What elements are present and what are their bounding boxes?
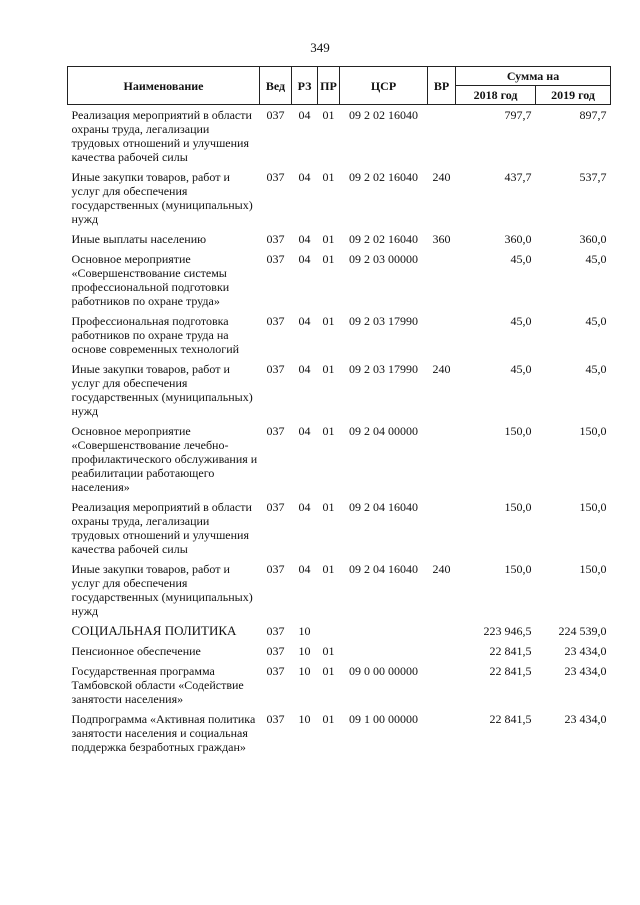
row-vr xyxy=(428,249,456,311)
row-2019: 537,7 xyxy=(579,170,607,184)
row-rz: 10 xyxy=(298,624,311,638)
row-rz: 04 xyxy=(298,108,311,122)
row-vr xyxy=(428,311,456,359)
row-name: Реализация мероприятий в области охраны труда, легализации трудовых отношений и улучшения качества рабочей силы xyxy=(71,108,252,164)
row-2019: 897,7 xyxy=(579,108,607,122)
row-2018: 45,0 xyxy=(510,252,532,266)
row-name: Иные закупки товаров, работ и услуг для обеспечения государственных (муниципальных) нужд xyxy=(71,362,253,418)
row-ved: 037 xyxy=(266,232,285,246)
row-2019: 23 434,0 xyxy=(564,644,607,658)
row-csr: 09 2 02 16040 xyxy=(349,232,418,246)
row-vr xyxy=(428,105,456,168)
row-rz: 04 xyxy=(298,170,311,184)
row-vr xyxy=(428,641,456,661)
row-2018: 223 946,5 xyxy=(483,624,532,638)
row-rz: 10 xyxy=(298,664,311,678)
table-row xyxy=(68,105,611,168)
row-rz: 10 xyxy=(298,712,311,726)
row-name: Иные выплаты населению xyxy=(71,232,207,246)
header-ved: Вед xyxy=(260,67,292,105)
table-row xyxy=(68,421,611,497)
row-2019: 360,0 xyxy=(579,232,607,246)
row-2018: 45,0 xyxy=(510,362,532,376)
row-csr xyxy=(340,621,428,641)
row-2018: 150,0 xyxy=(504,424,532,438)
row-csr: 09 2 04 16040 xyxy=(349,562,418,576)
row-pr: 01 xyxy=(322,314,335,328)
row-ved: 037 xyxy=(266,108,285,122)
table-row xyxy=(68,621,611,641)
row-ved: 037 xyxy=(266,362,285,376)
header-vr: ВР xyxy=(428,67,456,105)
row-2019: 150,0 xyxy=(579,500,607,514)
table-row xyxy=(68,229,611,249)
row-name: Реализация мероприятий в области охраны труда, легализации трудовых отношений и улучшения качества рабочей силы xyxy=(71,500,252,556)
row-csr xyxy=(340,641,428,661)
row-pr: 01 xyxy=(322,170,335,184)
row-rz: 04 xyxy=(298,500,311,514)
header-pr: ПР xyxy=(318,67,340,105)
row-name: Иные закупки товаров, работ и услуг для обеспечения государственных (муниципальных) нужд xyxy=(71,170,253,226)
row-2018: 45,0 xyxy=(510,314,532,328)
row-ved: 037 xyxy=(266,170,285,184)
row-pr: 01 xyxy=(322,644,335,658)
row-ved: 037 xyxy=(266,712,285,726)
row-2019: 23 434,0 xyxy=(564,664,607,678)
row-pr: 01 xyxy=(322,562,335,576)
row-2018: 150,0 xyxy=(504,500,532,514)
row-name: Государственная программа Тамбовской области «Содействие занятости населения» xyxy=(71,664,244,706)
row-2019: 45,0 xyxy=(585,252,607,266)
row-rz: 04 xyxy=(298,424,311,438)
row-pr: 01 xyxy=(322,362,335,376)
row-2019: 150,0 xyxy=(579,562,607,576)
row-name: Основное мероприятие «Совершенствование лечебно-профилактического обслуживания и реабилитации работающего населения» xyxy=(71,424,258,494)
row-rz: 04 xyxy=(298,362,311,376)
row-csr: 09 0 00 00000 xyxy=(349,664,418,678)
row-rz: 04 xyxy=(298,314,311,328)
row-ved: 037 xyxy=(266,500,285,514)
table-row xyxy=(68,559,611,621)
table-row xyxy=(68,359,611,421)
table-row xyxy=(68,709,611,757)
row-pr: 01 xyxy=(322,664,335,678)
row-name: Иные закупки товаров, работ и услуг для обеспечения государственных (муниципальных) нужд xyxy=(71,562,253,618)
row-name: Профессиональная подготовка работников по охране труда на основе современных технологий xyxy=(71,314,240,356)
row-pr: 01 xyxy=(322,232,335,246)
row-csr: 09 2 04 16040 xyxy=(349,500,418,514)
row-vr xyxy=(428,621,456,641)
row-csr: 09 2 02 16040 xyxy=(349,108,418,122)
row-rz: 04 xyxy=(298,562,311,576)
row-ved: 037 xyxy=(266,252,285,266)
row-name: Пенсионное обеспечение xyxy=(71,644,201,658)
row-2018: 22 841,5 xyxy=(489,644,532,658)
row-2019: 23 434,0 xyxy=(564,712,607,726)
table-row xyxy=(68,167,611,229)
row-csr: 09 2 04 00000 xyxy=(349,424,418,438)
row-2018: 150,0 xyxy=(504,562,532,576)
row-2019: 224 539,0 xyxy=(558,624,607,638)
table-row xyxy=(68,661,611,709)
row-2018: 22 841,5 xyxy=(489,712,532,726)
row-pr: 01 xyxy=(322,424,335,438)
row-vr: 240 xyxy=(432,362,451,376)
table-row xyxy=(68,641,611,661)
table-row xyxy=(68,497,611,559)
budget-table xyxy=(67,66,611,757)
row-csr: 09 2 03 00000 xyxy=(349,252,418,266)
row-vr: 240 xyxy=(432,170,451,184)
header-sum: Сумма на xyxy=(456,67,611,86)
row-ved: 037 xyxy=(266,644,285,658)
row-2018: 22 841,5 xyxy=(489,664,532,678)
row-ved: 037 xyxy=(266,314,285,328)
row-rz: 04 xyxy=(298,252,311,266)
row-pr: 01 xyxy=(322,252,335,266)
row-pr xyxy=(318,621,340,641)
row-vr xyxy=(428,709,456,757)
row-2019: 45,0 xyxy=(585,362,607,376)
row-vr xyxy=(428,661,456,709)
table-row xyxy=(68,249,611,311)
row-csr: 09 2 03 17990 xyxy=(349,362,418,376)
row-vr xyxy=(428,421,456,497)
row-csr: 09 2 03 17990 xyxy=(349,314,418,328)
header-csr: ЦСР xyxy=(340,67,428,105)
row-name: Подпрограмма «Активная политика занятости населения и социальная поддержка безработных граждан» xyxy=(71,712,256,754)
row-csr: 09 2 02 16040 xyxy=(349,170,418,184)
row-csr: 09 1 00 00000 xyxy=(349,712,418,726)
header-2019: 2019 год xyxy=(536,86,611,105)
row-ved: 037 xyxy=(266,624,285,638)
row-vr xyxy=(428,497,456,559)
row-ved: 037 xyxy=(266,424,285,438)
row-2019: 45,0 xyxy=(585,314,607,328)
row-2018: 797,7 xyxy=(504,108,532,122)
header-rz: РЗ xyxy=(292,67,318,105)
row-rz: 10 xyxy=(298,644,311,658)
header-2018: 2018 год xyxy=(456,86,536,105)
row-2018: 360,0 xyxy=(504,232,532,246)
row-vr: 360 xyxy=(432,232,451,246)
table-body xyxy=(68,105,611,758)
row-2018: 437,7 xyxy=(504,170,532,184)
row-pr: 01 xyxy=(322,108,335,122)
row-ved: 037 xyxy=(266,664,285,678)
row-ved: 037 xyxy=(266,562,285,576)
header-name: Наименование xyxy=(68,67,260,105)
table-row xyxy=(68,311,611,359)
row-vr: 240 xyxy=(432,562,451,576)
row-rz: 04 xyxy=(298,232,311,246)
page-number: 349 xyxy=(310,40,330,55)
row-2019: 150,0 xyxy=(579,424,607,438)
row-pr: 01 xyxy=(322,712,335,726)
row-pr: 01 xyxy=(322,500,335,514)
row-name: СОЦИАЛЬНАЯ ПОЛИТИКА xyxy=(71,623,237,638)
row-name: Основное мероприятие «Совершенствование системы профессиональной подготовки работников по охране труда» xyxy=(71,252,230,308)
